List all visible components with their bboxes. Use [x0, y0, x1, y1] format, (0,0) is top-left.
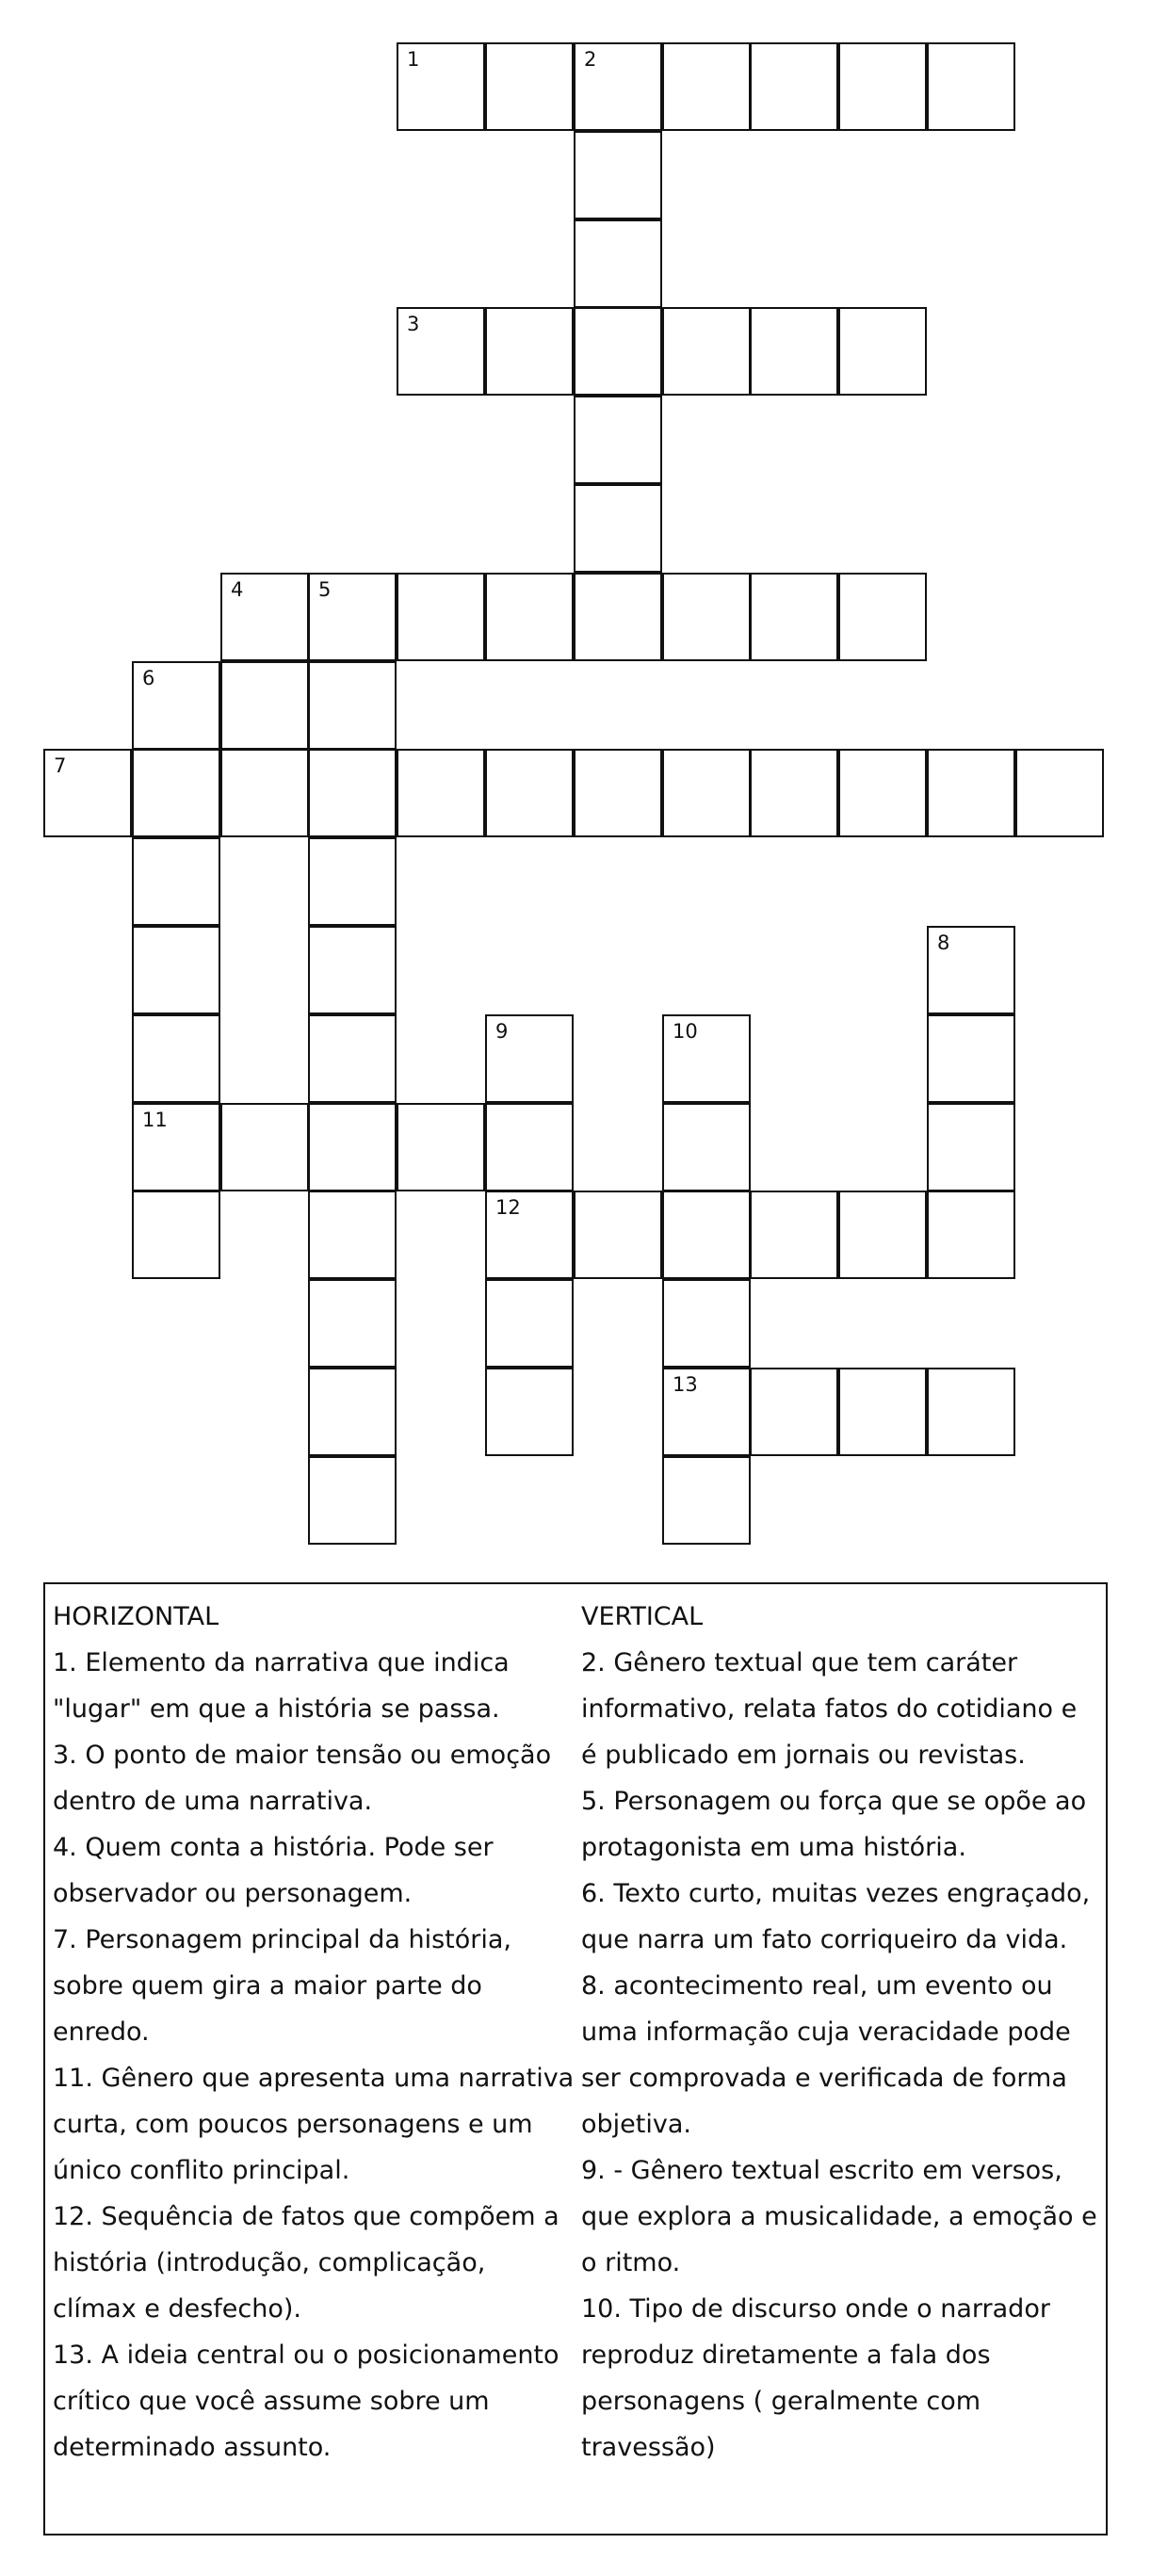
clue-line: 3. O ponto de maior tensão ou emoção [53, 1741, 552, 1770]
crossword-cell[interactable] [43, 749, 132, 837]
crossword-cell[interactable] [927, 1368, 1015, 1456]
clue-number: 6 [142, 667, 155, 689]
crossword-cell[interactable] [397, 42, 485, 131]
crossword-cell[interactable] [662, 573, 751, 661]
clue-number: 5 [318, 578, 332, 601]
clue-line: personagens ( geralmente com [581, 2387, 981, 2416]
clue-number: 11 [142, 1109, 168, 1131]
crossword-cell[interactable] [662, 1456, 751, 1545]
crossword-cell[interactable] [574, 573, 662, 661]
crossword-cell[interactable] [132, 749, 220, 837]
crossword-cell[interactable] [132, 837, 220, 926]
clue-number: 10 [673, 1020, 698, 1043]
crossword-cell[interactable] [485, 1368, 574, 1456]
crossword-cell[interactable] [662, 1279, 751, 1368]
clue-line: travessão) [581, 2433, 716, 2462]
crossword-cell[interactable] [132, 926, 220, 1014]
crossword-cell[interactable] [574, 307, 662, 396]
horizontal-clue-list [53, 1640, 580, 2471]
crossword-cell[interactable] [574, 42, 662, 131]
clue-line: reproduz diretamente a fala dos [581, 2341, 991, 2370]
clue-line: 7. Personagem principal da história, [53, 1925, 512, 1954]
crossword-cell[interactable] [838, 307, 927, 396]
clue-line: 12. Sequência de fatos que compõem a [53, 2202, 559, 2231]
clue-line: que narra um fato corriqueiro da vida. [581, 1925, 1068, 1954]
crossword-cell[interactable] [308, 1103, 397, 1191]
crossword-cell[interactable] [132, 1103, 220, 1191]
crossword-cell[interactable] [662, 1191, 751, 1279]
crossword-cell[interactable] [485, 1103, 574, 1191]
clue-line: ser comprovada e verificada de forma [581, 2064, 1067, 2093]
clue-line: que explora a musicalidade, a emoção e [581, 2202, 1097, 2231]
clue-line: 13. A ideia central ou o posicionamento [53, 2341, 559, 2370]
clue-line: "lugar" em que a história se passa. [53, 1694, 500, 1724]
clue-line: observador ou personagem. [53, 1879, 413, 1908]
clue-line: o ritmo. [581, 2248, 681, 2277]
vertical-clue [581, 1640, 1104, 1778]
clue-line: 11. Gênero que apresenta uma narrativa [53, 2064, 575, 2093]
clue-line: história (introdução, complicação, [53, 2248, 486, 2277]
crossword-cell[interactable] [574, 396, 662, 484]
clue-number: 7 [54, 754, 67, 777]
crossword-cell[interactable] [220, 749, 309, 837]
crossword-cell[interactable] [308, 661, 397, 750]
crossword-cell[interactable] [662, 42, 751, 131]
clue-line: sobre quem gira a maior parte do [53, 1971, 482, 2001]
horizontal-clue [53, 2194, 580, 2332]
crossword-cell[interactable] [308, 837, 397, 926]
vertical-clue [581, 1963, 1104, 2147]
crossword-cell[interactable] [308, 1279, 397, 1368]
clues-box [43, 1582, 1108, 2535]
horizontal-clue [53, 1640, 580, 1732]
clue-line: 2. Gênero textual que tem caráter [581, 1648, 1018, 1677]
crossword-cell[interactable] [662, 307, 751, 396]
crossword-cell[interactable] [750, 749, 838, 837]
clue-line: curta, com poucos personagens e um [53, 2110, 533, 2139]
crossword-cell[interactable] [397, 307, 485, 396]
crossword-cell[interactable] [750, 42, 838, 131]
clue-line: é publicado em jornais ou revistas. [581, 1741, 1026, 1770]
crossword-cell[interactable] [485, 573, 574, 661]
crossword-cell[interactable] [220, 573, 309, 661]
crossword-cell[interactable] [485, 1191, 574, 1279]
crossword-cell[interactable] [397, 573, 485, 661]
horizontal-clues [53, 1594, 580, 2471]
crossword-cell[interactable] [485, 1014, 574, 1103]
clue-line: informativo, relata fatos do cotidiano e [581, 1694, 1078, 1724]
clue-number: 2 [584, 48, 597, 71]
vertical-clues [581, 1594, 1104, 2471]
horizontal-clue [53, 1824, 580, 1917]
vertical-heading: VERTICAL [581, 1602, 704, 1631]
crossword-cell[interactable] [308, 1368, 397, 1456]
clue-line: uma informação cuja veracidade pode [581, 2017, 1071, 2047]
crossword-cell[interactable] [927, 926, 1015, 1014]
clue-line: protagonista em uma história. [581, 1833, 966, 1862]
crossword-cell[interactable] [750, 1368, 838, 1456]
clue-line: enredo. [53, 2017, 150, 2047]
clue-line: único conflito principal. [53, 2156, 350, 2185]
vertical-clue-list [581, 1640, 1104, 2471]
clue-line: dentro de uma narrativa. [53, 1787, 373, 1816]
crossword-cell[interactable] [308, 1191, 397, 1279]
crossword-cell[interactable] [838, 42, 927, 131]
horizontal-heading: HORIZONTAL [53, 1602, 219, 1631]
clue-number: 13 [673, 1373, 698, 1396]
crossword-cell[interactable] [662, 1014, 751, 1103]
crossword-cell[interactable] [927, 1191, 1015, 1279]
crossword-cell[interactable] [927, 42, 1015, 131]
crossword-cell[interactable] [838, 749, 927, 837]
crossword-cell[interactable] [662, 1368, 751, 1456]
clue-line: 1. Elemento da narrativa que indica [53, 1648, 510, 1677]
clue-line: 5. Personagem ou força que se opõe ao [581, 1787, 1087, 1816]
clue-line: 9. - Gênero textual escrito em versos, [581, 2156, 1062, 2185]
crossword-cell[interactable] [927, 1014, 1015, 1103]
crossword-cell[interactable] [132, 1014, 220, 1103]
clue-line: 6. Texto curto, muitas vezes engraçado, [581, 1879, 1091, 1908]
crossword-cell[interactable] [838, 1368, 927, 1456]
horizontal-clue [53, 1732, 580, 1824]
clue-number: 1 [407, 48, 420, 71]
crossword-cell[interactable] [485, 42, 574, 131]
clue-number: 3 [407, 313, 420, 335]
crossword-cell[interactable] [308, 926, 397, 1014]
crossword-cell[interactable] [308, 1014, 397, 1103]
clue-number: 12 [495, 1196, 521, 1219]
clue-line: crítico que você assume sobre um [53, 2387, 490, 2416]
crossword-cell[interactable] [485, 1279, 574, 1368]
crossword-cell[interactable] [220, 1103, 309, 1191]
crossword-cell[interactable] [485, 749, 574, 837]
clue-number: 9 [495, 1020, 509, 1043]
clue-line: objetiva. [581, 2110, 691, 2139]
vertical-clue [581, 2286, 1104, 2471]
clue-line: 4. Quem conta a história. Pode ser [53, 1833, 494, 1862]
crossword-cell[interactable] [574, 484, 662, 573]
crossword-cell[interactable] [220, 661, 309, 750]
vertical-clue [581, 2147, 1104, 2286]
crossword-cell[interactable] [662, 1103, 751, 1191]
clue-line: determinado assunto. [53, 2433, 332, 2462]
crossword-cell[interactable] [838, 1191, 927, 1279]
crossword-cell[interactable] [838, 573, 927, 661]
crossword-cell[interactable] [485, 307, 574, 396]
clue-number: 8 [937, 932, 950, 954]
crossword-cell[interactable] [750, 307, 838, 396]
crossword-cell[interactable] [750, 573, 838, 661]
crossword-cell[interactable] [308, 749, 397, 837]
vertical-clue [581, 1871, 1104, 1963]
crossword-cell[interactable] [1015, 749, 1104, 837]
crossword-cell[interactable] [927, 749, 1015, 837]
crossword-cell[interactable] [662, 749, 751, 837]
crossword-cell[interactable] [574, 131, 662, 219]
crossword-cell[interactable] [574, 219, 662, 308]
crossword-cell[interactable] [750, 1191, 838, 1279]
horizontal-clue [53, 1917, 580, 2055]
crossword-cell[interactable] [574, 1191, 662, 1279]
horizontal-clue [53, 2055, 580, 2194]
crossword-cell[interactable] [308, 1456, 397, 1545]
vertical-clue [581, 1778, 1104, 1871]
crossword-cell[interactable] [132, 661, 220, 750]
crossword-cell[interactable] [132, 1191, 220, 1279]
crossword-cell[interactable] [927, 1103, 1015, 1191]
clue-number: 4 [231, 578, 244, 601]
clue-line: clímax e desfecho). [53, 2294, 301, 2324]
clue-line: 8. acontecimento real, um evento ou [581, 1971, 1053, 2001]
clue-line: 10. Tipo de discurso onde o narrador [581, 2294, 1050, 2324]
horizontal-clue [53, 2332, 580, 2471]
crossword-cell[interactable] [397, 1103, 485, 1191]
crossword-cell[interactable] [574, 749, 662, 837]
crossword-cell[interactable] [397, 749, 485, 837]
crossword-cell[interactable] [308, 573, 397, 661]
